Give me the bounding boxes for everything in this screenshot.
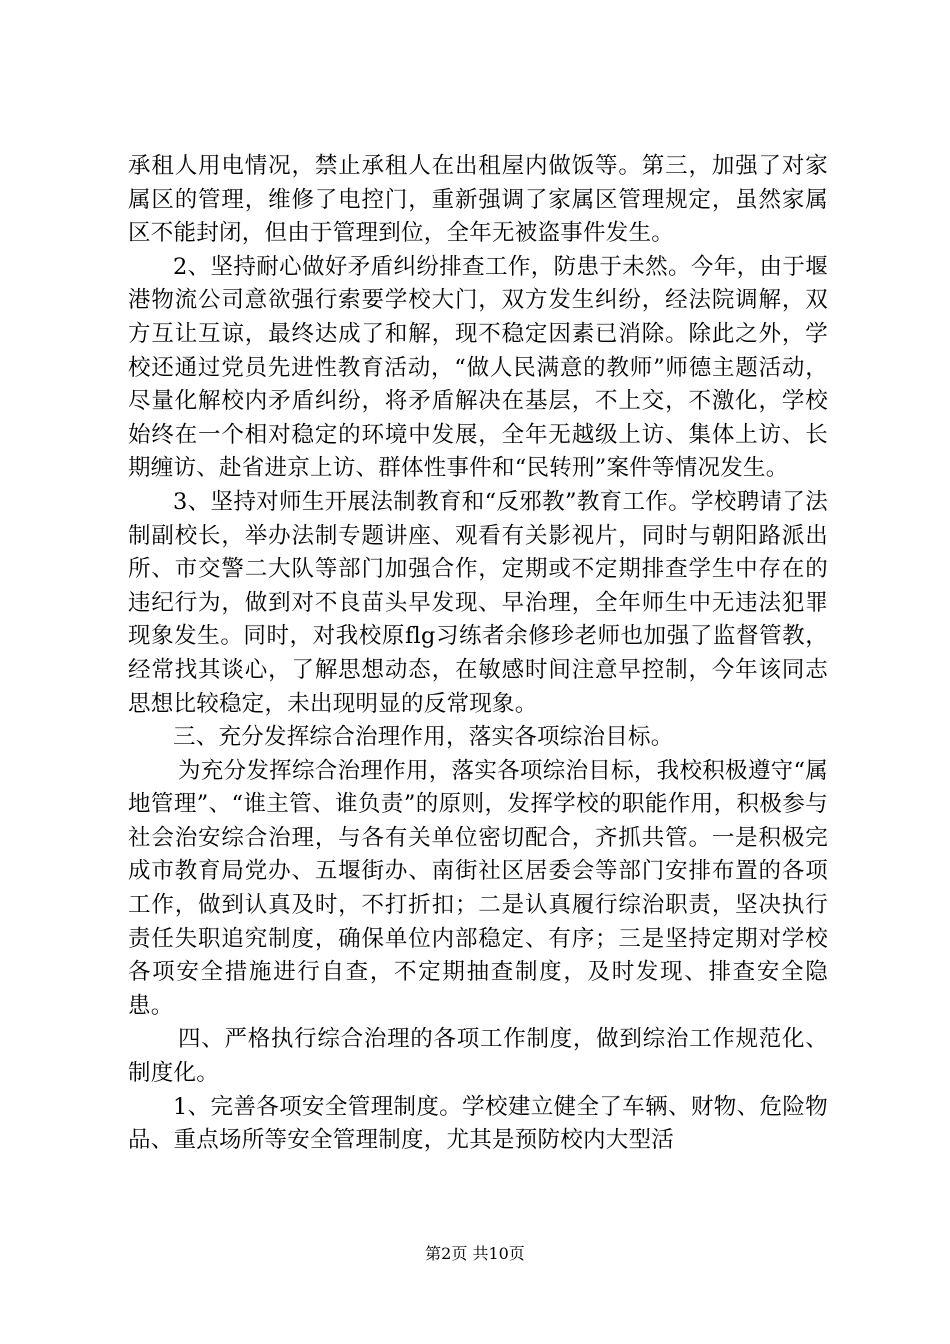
- paragraph-item-3: 3、坚持对师生开展法制教育和“反邪教”教育工作。学校聘请了法制副校长，举办法制专题讲座、观看有关影视片，同时与朝阳路派出所、市交警二大队等部门加强合作，定期或不定期排查学生中存在的违纪行为，做到对不良苗头早发现、早治理，全年师生中无违法犯罪现象发生。同时，对我校原flg习练者余修珍老师也加强了监督管教，经常找其谈心，了解思想动态，在敏感时间注意早控制，今年该同志思想比较稳定，未出现明显的反常现象。: [128, 488, 828, 717]
- paragraph-item-1: 1、完善各项安全管理制度。学校建立健全了车辆、财物、危险物品、重点场所等安全管理制度，尤其是预防校内大型活: [128, 1093, 828, 1154]
- document-body: [128, 150, 828, 1158]
- paragraph-section-3-body: 为充分发挥综合治理作用，落实各项综治目标，我校积极遵守“属地管理”、“谁主管、谁负责”的原则，发挥学校的职能作用，积极参与社会治安综合治理，与各有关单位密切配合，齐抓共管。一是积极完成市教育局党办、五堰街办、南街社区居委会等部门安排布置的各项工作，做到认真及时，不打折扣；二是认真履行综治职责，坚决执行责任失职追究制度，确保单位内部稳定、有序；三是坚持定期对学校各项安全措施进行自查，不定期抽查制度，及时发现、排查安全隐患。: [128, 757, 828, 1019]
- section-heading-4: 四、严格执行综合治理的各项工作制度，做到综治工作规范化、制度化。: [128, 1026, 828, 1087]
- section-heading-3: 三、充分发挥综合治理作用，落实各项综治目标。: [173, 724, 674, 751]
- paragraph-item-2: 2、坚持耐心做好矛盾纠纷排查工作，防患于未然。今年，由于堰港物流公司意欲强行索要学校大门，双方发生纠纷，经法院调解，双方互让互谅，最终达成了和解，现不稳定因素已消除。除此之外，学校还通过党员先进性教育活动，“做人民满意的教师”师德主题活动，尽量化解校内矛盾纠纷，将矛盾解决在基层，不上交，不激化，学校始终在一个相对稳定的环境中发展，全年无越级上访、集体上访、长期缠访、赴省进京上访、群体性事件和“民转刑”案件等情况发生。: [128, 253, 828, 482]
- paragraph-continuation: 承租人用电情况，禁止承租人在出租屋内做饭等。第三，加强了对家属区的管理，维修了电控门，重新强调了家属区管理规定，虽然家属区不能封闭，但由于管理到位，全年无被盗事件发生。: [128, 153, 828, 247]
- page-number-footer: 第2页 共10页: [425, 1244, 525, 1263]
